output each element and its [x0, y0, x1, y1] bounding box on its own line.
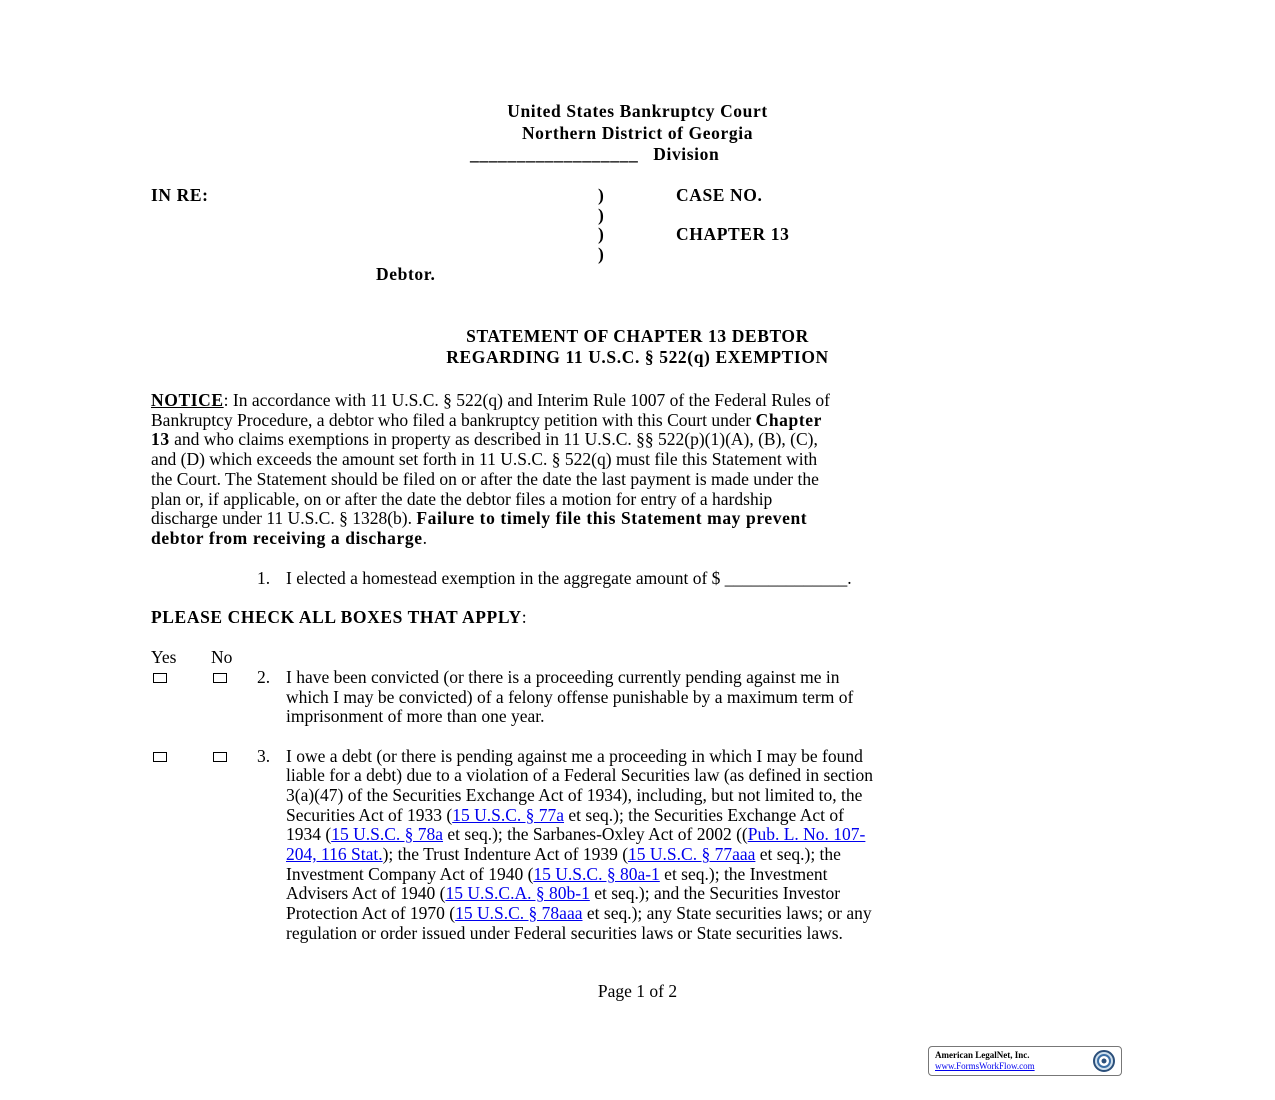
link-15-usc-78aaa[interactable]: 15 U.S.C. § 78aaa: [455, 903, 583, 923]
link-15-usca-80b-1[interactable]: 15 U.S.C.A. § 80b-1: [445, 883, 590, 903]
link-15-usc-80a-1[interactable]: 15 U.S.C. § 80a-1: [533, 864, 660, 884]
document-title-line1: STATEMENT OF CHAPTER 13 DEBTOR: [466, 326, 809, 346]
item3-line: 204, 116 Stat.); the Trust Indenture Act of 1939 (15 U.S.C. § 77aaa et seq.); the: [286, 844, 841, 864]
item3-line: 3(a)(47) of the Securities Exchange Act of 1934), including, but not limited to, the: [286, 785, 863, 805]
notice-line: discharge under 11 U.S.C. § 1328(b). Failure to timely file this Statement may prevent: [151, 508, 808, 529]
item2-yes-checkbox[interactable]: [153, 673, 167, 683]
link-pub-l-107-204[interactable]: Pub. L. No. 107-: [747, 824, 866, 844]
globe-icon: [1091, 1049, 1117, 1073]
notice-line: plan or, if applicable, on or after the date the debtor files a motion for entry of a hardship: [151, 488, 773, 509]
check-heading: PLEASE CHECK ALL BOXES THAT APPLY:: [151, 607, 527, 627]
item2-number: 2.: [257, 667, 271, 687]
division-label: Division: [653, 144, 720, 164]
division-line: [470, 145, 719, 165]
case-no-label: CASE NO.: [676, 185, 763, 205]
item2-no-checkbox[interactable]: [213, 673, 227, 683]
caption-paren: ): [598, 185, 605, 205]
notice-line: and (D) which exceeds the amount set forth in 11 U.S.C. § 522(q) must file this Statement with: [151, 449, 818, 470]
item3-line: regulation or order issued under Federal securities laws or State securities laws.: [286, 923, 843, 943]
item3-line: Investment Company Act of 1940 (15 U.S.C. § 80a-1 et seq.); the Investment: [286, 864, 828, 884]
notice-paragraph: [151, 391, 1126, 549]
item3-number: 3.: [257, 746, 271, 766]
document-title-line2: REGARDING 11 U.S.C. § 522(q) EXEMPTION: [446, 347, 829, 367]
brand-logo[interactable]: [928, 1046, 1122, 1076]
item3-line: Protection Act of 1970 (15 U.S.C. § 78aaa et seq.); any State securities laws; or any: [286, 903, 872, 923]
caption-paren: ): [598, 244, 605, 264]
item2-line: which I may be convicted) of a felony offense punishable by a maximum term of: [286, 687, 854, 707]
item1-text: I elected a homestead exemption in the aggregate amount of $ ______________.: [286, 568, 852, 588]
item3-line: Advisers Act of 1940 (15 U.S.C.A. § 80b-1 et seq.); and the Securities Investor: [286, 883, 841, 903]
yes-column-header: Yes: [151, 647, 177, 667]
chapter-label: CHAPTER 13: [676, 224, 790, 244]
item3-no-checkbox[interactable]: [213, 752, 227, 762]
link-15-usc-77a[interactable]: 15 U.S.C. § 77a: [452, 805, 565, 825]
link-15-usc-78a[interactable]: 15 U.S.C. § 78a: [331, 824, 444, 844]
district-name: Northern District of Georgia: [521, 123, 754, 143]
division-blank: __________________: [470, 144, 639, 164]
item3-line: 1934 (15 U.S.C. § 78a et seq.); the Sarbanes-Oxley Act of 2002 ((Pub. L. No. 107-: [286, 824, 866, 844]
brand-name: American LegalNet, Inc.: [935, 1050, 1030, 1060]
notice-line: NOTICE: In accordance with 11 U.S.C. § 522(q) and Interim Rule 1007 of the Federal Rules of: [151, 390, 831, 410]
item3-line: I owe a debt (or there is pending against me a proceeding in which I may be found: [286, 746, 863, 766]
debtor-label: Debtor.: [376, 264, 436, 284]
item3-yes-checkbox[interactable]: [153, 752, 167, 762]
in-re-label: IN RE:: [151, 185, 209, 205]
brand-url[interactable]: www.FormsWorkFlow.com: [935, 1061, 1035, 1071]
item2-line: I have been convicted (or there is a proceeding currently pending against me in: [286, 667, 840, 687]
court-name: United States Bankruptcy Court: [507, 101, 768, 121]
notice-line: the Court. The Statement should be filed on or after the date the last payment is made under the: [151, 468, 819, 489]
item3-line: Securities Act of 1933 (15 U.S.C. § 77a et seq.); the Securities Exchange Act of: [286, 805, 844, 825]
notice-label: NOTICE: [151, 390, 224, 410]
link-15-usc-77aaa[interactable]: 15 U.S.C. § 77aaa: [628, 844, 756, 864]
item1-number: 1.: [257, 568, 271, 588]
page-number: Page 1 of 2: [597, 981, 678, 1001]
notice-line: debtor from receiving a discharge.: [151, 527, 427, 548]
link-pub-l-107-204-cont[interactable]: 204, 116 Stat.: [286, 844, 383, 864]
item3-line: liable for a debt) due to a violation of a Federal Securities law (as defined in section: [286, 765, 874, 785]
notice-line: Bankruptcy Procedure, a debtor who filed a bankruptcy petition with this Court under Chapter: [151, 409, 823, 430]
item2-line: imprisonment of more than one year.: [286, 706, 545, 726]
no-column-header: No: [211, 647, 233, 667]
caption-paren: ): [598, 205, 605, 225]
caption-paren: ): [598, 224, 605, 244]
notice-line: 13 and who claims exemptions in property as described in 11 U.S.C. §§ 522(p)(1)(A), (B), (C),: [151, 429, 818, 450]
